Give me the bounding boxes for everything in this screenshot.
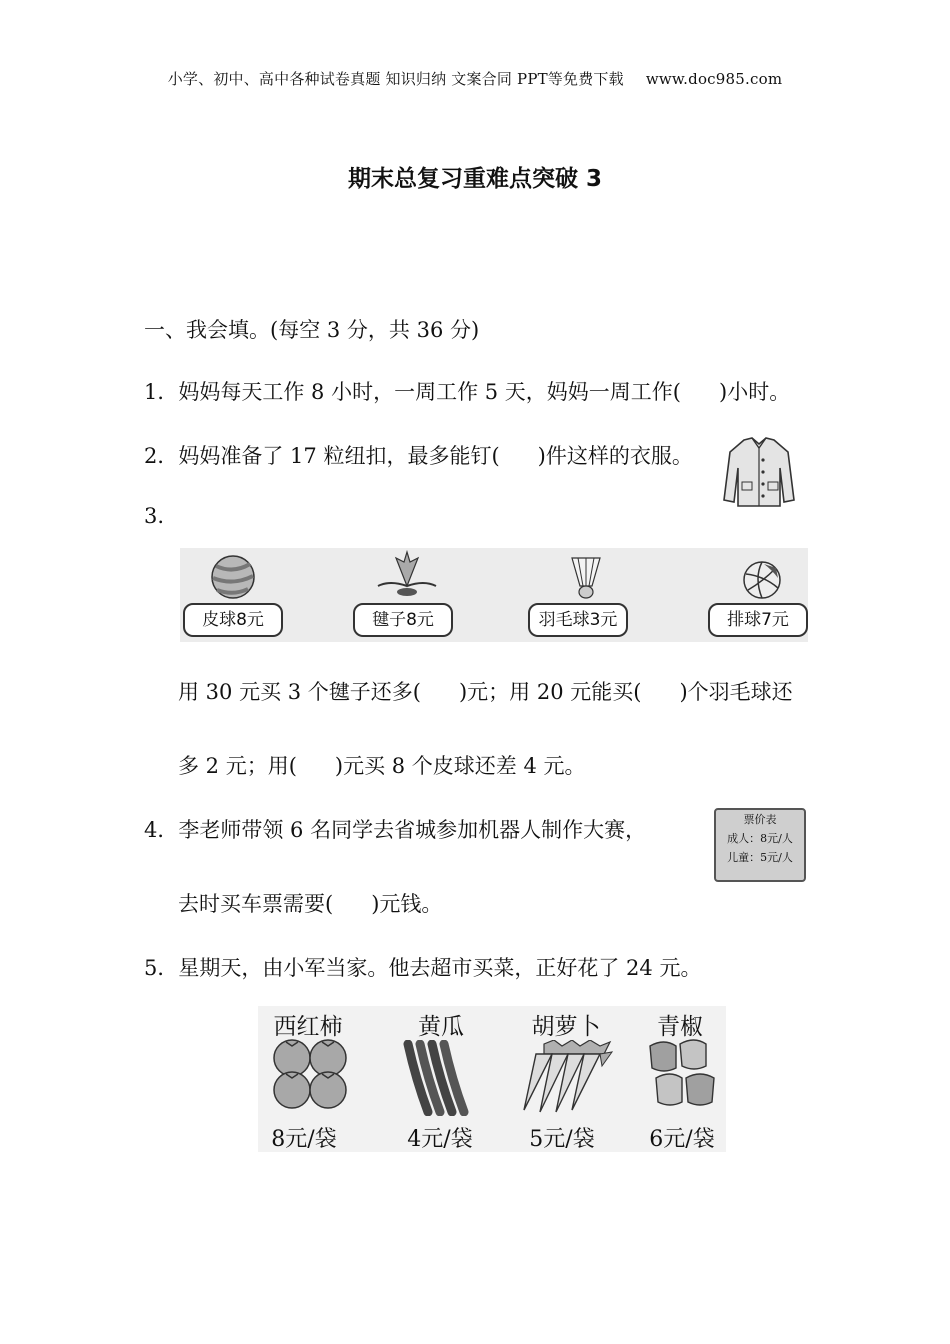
vegetable-name-pepper: 青椒 bbox=[657, 1014, 703, 1040]
question-number: 4． bbox=[144, 818, 179, 842]
question-3-number: 3. bbox=[144, 504, 165, 528]
price-tag-volleyball: 排球7元 bbox=[708, 603, 808, 637]
question-text: 用 30 元买 3 个毽子还多( bbox=[178, 680, 421, 704]
header-url[interactable]: www.doc985.com bbox=[645, 70, 783, 88]
carrot-icon bbox=[514, 1040, 618, 1114]
question-text: )个羽毛球还 bbox=[679, 680, 793, 704]
vegetable-price-carrot: 5元/袋 bbox=[529, 1127, 595, 1152]
question-text: )小时。 bbox=[719, 380, 791, 404]
question-number: 1． bbox=[144, 380, 179, 404]
ticket-title: 票价表 bbox=[743, 813, 777, 826]
question-text: 多 2 元；用( bbox=[178, 754, 297, 778]
cucumber-icon bbox=[402, 1040, 474, 1116]
ticket-child-price: 儿童：5元/人 bbox=[727, 851, 793, 864]
vegetable-price-cucumber: 4元/袋 bbox=[407, 1127, 473, 1152]
question-3-line-2 bbox=[178, 750, 586, 780]
page-header bbox=[0, 68, 950, 89]
question-text: 妈妈每天工作 8 小时，一周工作 5 天，妈妈一周工作( bbox=[178, 380, 681, 404]
question-text: )元买 8 个皮球还差 4 元。 bbox=[334, 754, 586, 778]
question-text: 星期天，由小军当家。他去超市买菜，正好花了 24 元。 bbox=[178, 956, 702, 980]
question-3-line-1 bbox=[178, 676, 793, 706]
coat-icon bbox=[722, 434, 796, 510]
ticket-adult-price: 成人：8元/人 bbox=[727, 832, 793, 845]
price-tag-badminton: 羽毛球3元 bbox=[528, 603, 628, 637]
question-text: 李老师带领 6 名同学去省城参加机器人制作大赛， bbox=[178, 818, 647, 842]
question-5 bbox=[144, 952, 701, 982]
question-4-line-1 bbox=[144, 814, 646, 844]
price-tag-shuttlecock: 毽子8元 bbox=[353, 603, 453, 637]
header-left-text: 小学、初中、高中各种试卷真题 知识归纳 文案合同 PPT等免费下载 bbox=[167, 70, 624, 88]
section-heading: 一、我会填。(每空 3 分，共 36 分) bbox=[144, 318, 480, 342]
volleyball-icon bbox=[742, 560, 782, 600]
vegetable-name-tomato: 西红柿 bbox=[273, 1014, 343, 1040]
page-title: 期末总复习重难点突破 3 bbox=[347, 166, 602, 192]
pepper-icon bbox=[646, 1038, 720, 1114]
question-text: 去时买车票需要( bbox=[178, 892, 334, 916]
question-number: 2． bbox=[144, 444, 179, 468]
ball-icon bbox=[208, 554, 258, 600]
tomato-icon bbox=[272, 1038, 352, 1110]
question-4-line-2 bbox=[178, 888, 442, 918]
question-text: 妈妈准备了 17 粒纽扣，最多能钉( bbox=[178, 444, 500, 468]
question-text: )件这样的衣服。 bbox=[537, 444, 693, 468]
question-2 bbox=[144, 440, 693, 470]
badminton-icon bbox=[566, 552, 606, 602]
shuttlecock-feather-icon bbox=[376, 550, 438, 600]
question-1 bbox=[144, 376, 790, 406]
vegetable-price-tomato: 8元/袋 bbox=[271, 1127, 337, 1152]
question-number: 5． bbox=[144, 956, 179, 980]
vegetable-name-carrot: 胡萝卜 bbox=[531, 1014, 601, 1040]
vegetable-price-pepper: 6元/袋 bbox=[649, 1127, 715, 1152]
ticket-price-table bbox=[714, 808, 806, 882]
price-tag-ball: 皮球8元 bbox=[183, 603, 283, 637]
vegetable-name-cucumber: 黄瓜 bbox=[418, 1014, 464, 1040]
question-text: )元钱。 bbox=[371, 892, 443, 916]
question-text: )元；用 20 元能买( bbox=[458, 680, 642, 704]
